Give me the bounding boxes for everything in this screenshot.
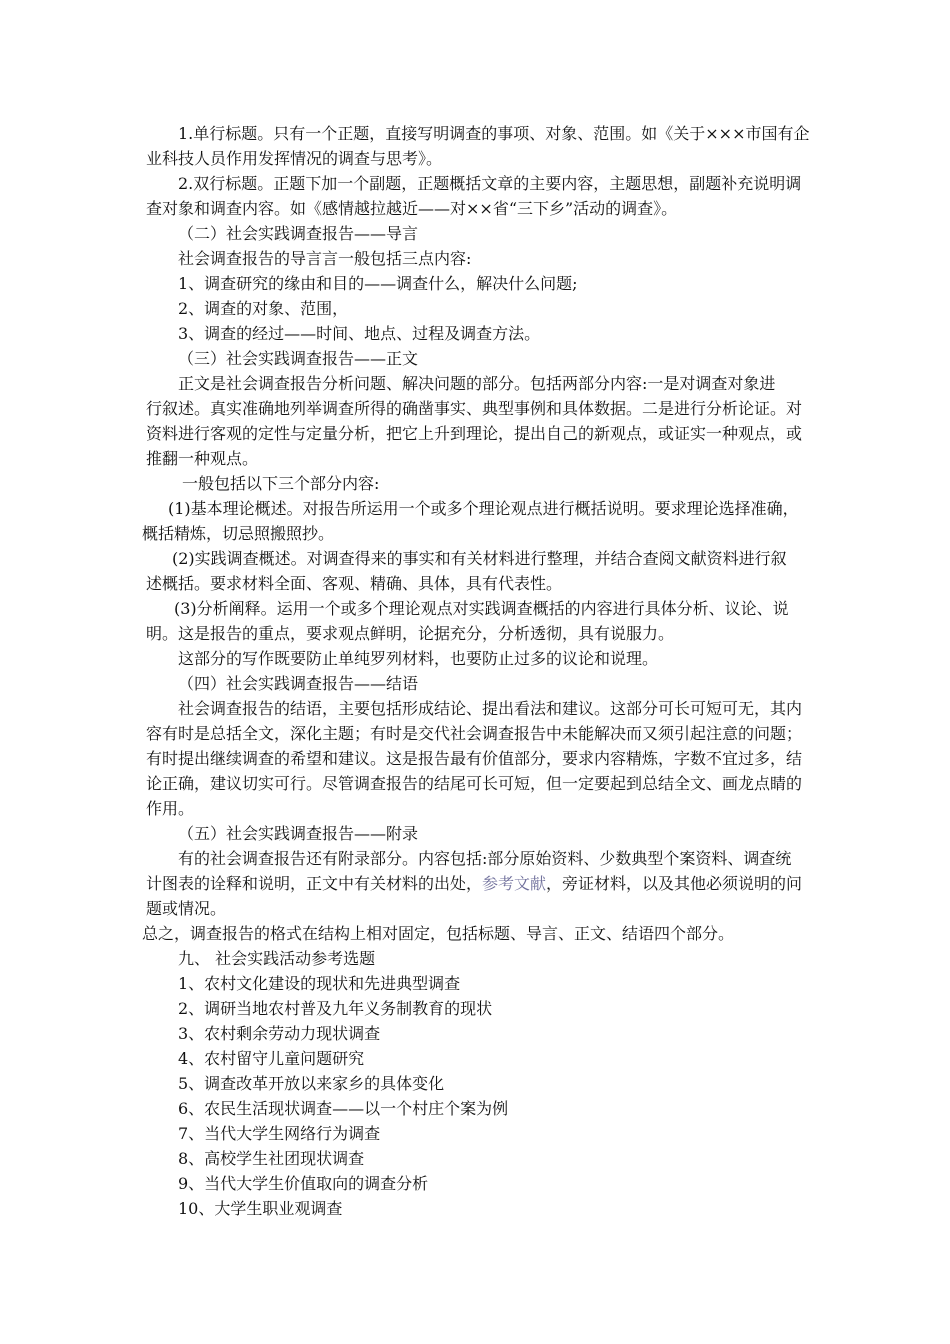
paragraph-line: 推翻一种观点。: [146, 449, 259, 468]
paragraph-line: 1.单行标题。只有一个正题，直接写明调查的事项、对象、范围。如《关于×××市国有企: [178, 124, 810, 143]
paragraph-text: 计图表的诠释和说明，正文中有关材料的出处，: [146, 874, 483, 893]
list-item: 7、当代大学生网络行为调查: [178, 1124, 381, 1143]
list-item: 8、高校学生社团现状调查: [178, 1149, 365, 1168]
paragraph-line: 行叙述。真实准确地列举调查所得的确凿事实、典型事例和具体数据。二是进行分析论证。对: [146, 399, 803, 418]
paragraph-line: 明。这是报告的重点，要求观点鲜明，论据充分，分析透彻，具有说服力。: [146, 624, 675, 643]
paragraph-line: (3)分析阐释。运用一个或多个理论观点对实践调查概括的内容进行具体分析、议论、说: [174, 599, 789, 618]
paragraph-line: [146, 871, 812, 896]
paragraph-line: 社会调查报告的导言言一般包括三点内容:: [178, 249, 472, 268]
paragraph-line: 资料进行客观的定性与定量分析，把它上升到理论，提出自己的新观点，或证实一种观点，或: [146, 424, 803, 443]
paragraph-line: 有时提出继续调查的希望和建议。这是报告最有价值部分，要求内容精炼，字数不宜过多，结: [146, 749, 803, 768]
paragraph-line: 这部分的写作既要防止单纯罗列材料，也要防止过多的议论和说理。: [178, 649, 659, 668]
list-item: 2、调查的对象、范围，: [178, 299, 349, 318]
list-item: 3、调查的经过——时间、地点、过程及调查方法。: [178, 324, 541, 343]
paragraph-line: 有的社会调查报告还有附录部分。内容包括:部分原始资料、少数典型个案资料、调查统: [178, 849, 792, 868]
list-item: 3、农村剩余劳动力现状调查: [178, 1024, 381, 1043]
list-item: 4、农村留守儿童问题研究: [178, 1049, 365, 1068]
list-item: 1、农村文化建设的现状和先进典型调查: [178, 974, 461, 993]
reference-link[interactable]: 参考文献: [482, 874, 547, 893]
paragraph-line: 论正确，建议切实可行。尽管调查报告的结尾可长可短，但一定要起到总结全文、画龙点睛的: [146, 774, 803, 793]
paragraph-line: 一般包括以下三个部分内容:: [182, 474, 380, 493]
paragraph-line: (1)基本理论概述。对报告所运用一个或多个理论观点进行概括说明。要求理论选择准确，: [168, 499, 799, 518]
document-body: [142, 121, 812, 1221]
paragraph-line: 题或情况。: [146, 899, 227, 918]
paragraph-line: 社会调查报告的结语，主要包括形成结论、提出看法和建议。这部分可长可短可无，其内: [178, 699, 803, 718]
section-heading: （四）社会实践调查报告——结语: [178, 674, 419, 693]
paragraph-line: 业科技人员作用发挥情况的调查与思考》。: [146, 149, 443, 168]
paragraph-line: 2.双行标题。正题下加一个副题，正题概括文章的主要内容，主题思想，副题补充说明调: [178, 174, 802, 193]
paragraph-line: 述概括。要求材料全面、客观、精确、具体，具有代表性。: [146, 574, 563, 593]
section-heading: （二）社会实践调查报告——导言: [178, 224, 419, 243]
list-item: 1、调查研究的缘由和目的——调查什么，解决什么问题;: [178, 274, 578, 293]
section-heading: 九、 社会实践活动参考选题: [178, 949, 376, 968]
list-item: 5、调查改革开放以来家乡的具体变化: [178, 1074, 445, 1093]
paragraph-line: 正文是社会调查报告分析问题、解决问题的部分。包括两部分内容:一是对调查对象进: [178, 374, 776, 393]
paragraph-line: 作用。: [146, 799, 195, 818]
list-item: 6、农民生活现状调查——以一个村庄个案为例: [178, 1099, 509, 1118]
section-heading: （三）社会实践调查报告——正文: [178, 349, 419, 368]
list-item: 9、当代大学生价值取向的调查分析: [178, 1174, 429, 1193]
list-item: 10、大学生职业观调查: [178, 1199, 343, 1218]
paragraph-text: ，旁证材料，以及其他必须说明的问: [546, 874, 803, 893]
section-heading: （五）社会实践调查报告——附录: [178, 824, 419, 843]
list-item: 2、调研当地农村普及九年义务制教育的现状: [178, 999, 493, 1018]
summary-line: 总之，调查报告的格式在结构上相对固定，包括标题、导言、正文、结语四个部分。: [142, 924, 735, 943]
paragraph-line: 容有时是总括全文，深化主题；有时是交代社会调查报告中未能解决而又须引起注意的问题；: [146, 724, 803, 743]
paragraph-line: 查对象和调查内容。如《感情越拉越近——对××省“三下乡”活动的调查》。: [146, 199, 678, 218]
paragraph-line: 概括精炼，切忌照搬照抄。: [142, 524, 335, 543]
paragraph-line: (2)实践调查概述。对调查得来的事实和有关材料进行整理，并结合查阅文献资料进行叙: [172, 549, 787, 568]
